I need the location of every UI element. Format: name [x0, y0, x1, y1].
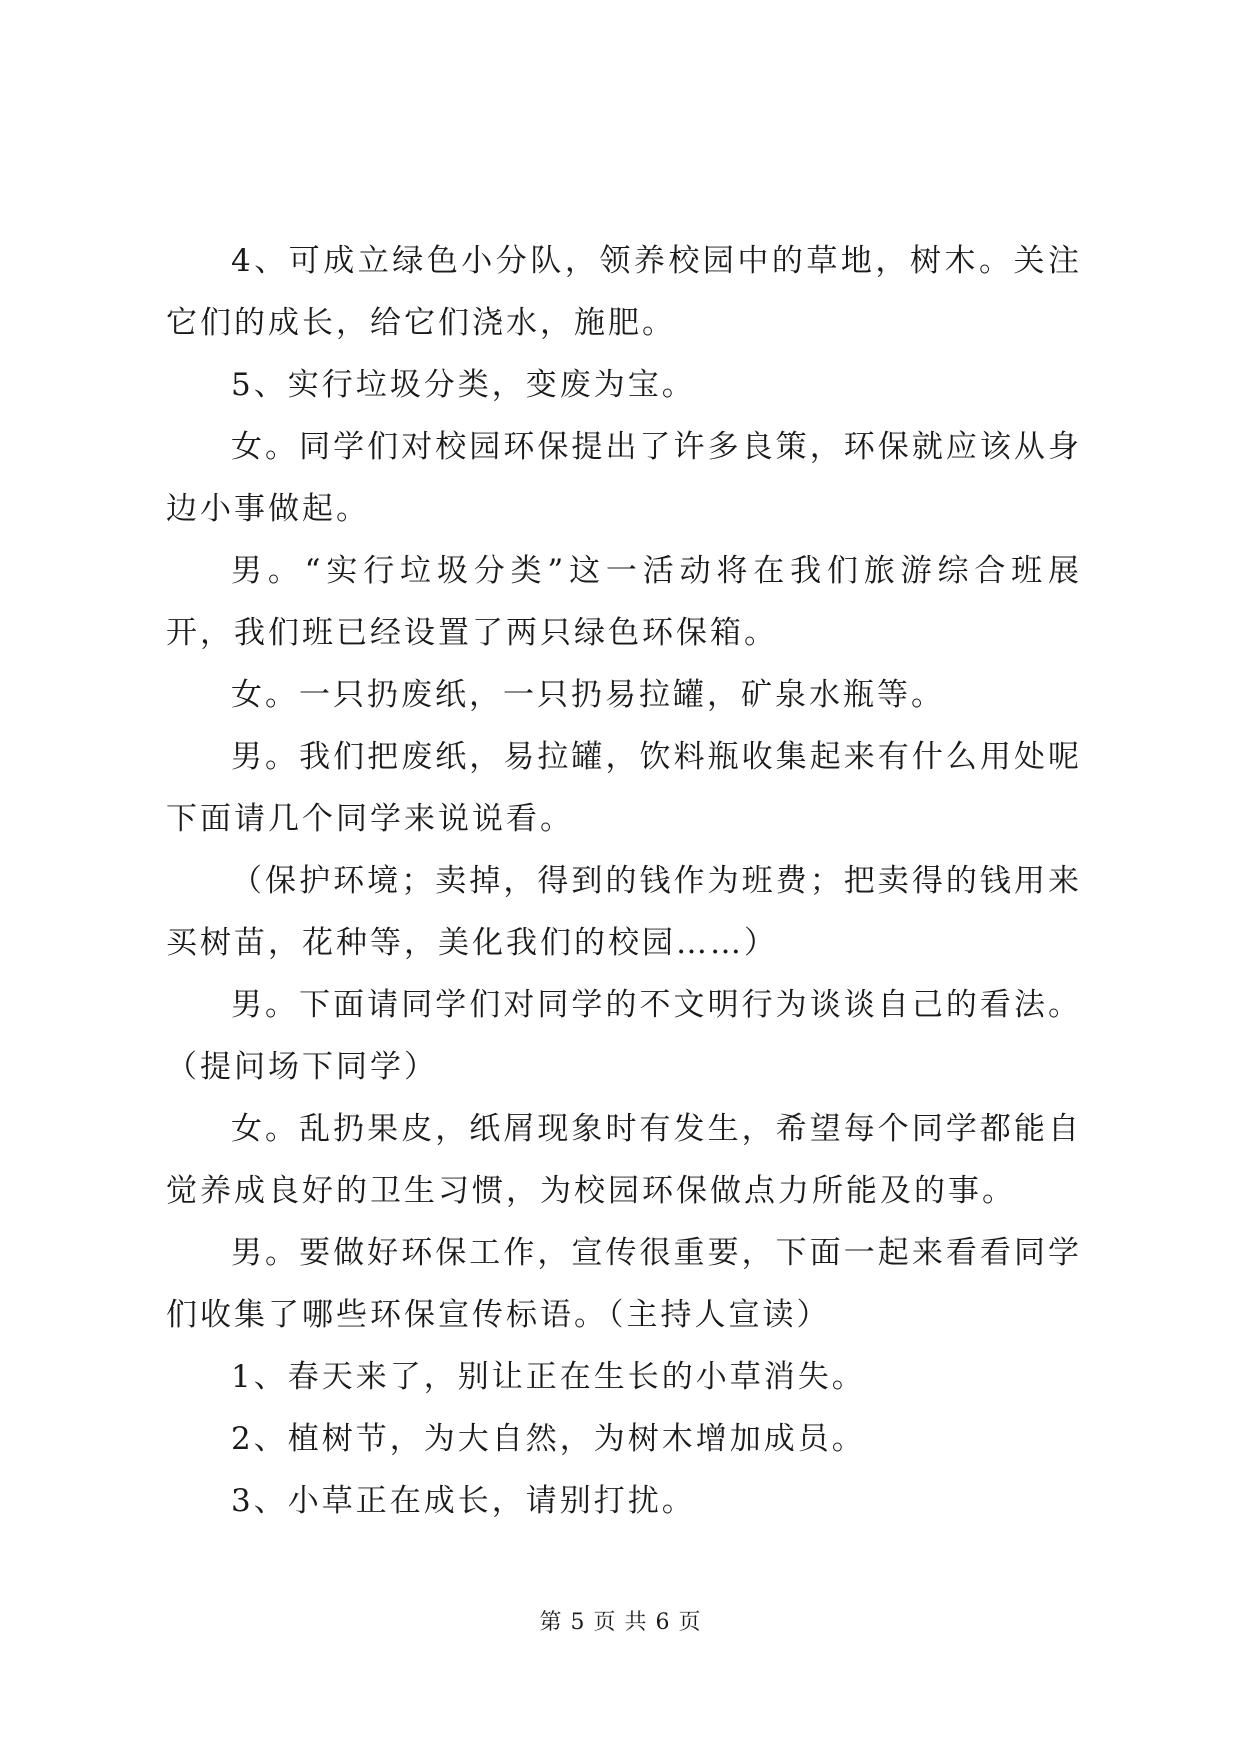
paragraph: 3、小草正在成长，请别打扰。 [231, 1483, 696, 1519]
paragraph: 4、可成立绿色小分队，领养校园中的草地，树木。关注它们的成长，给它们浇水，施肥。 [166, 243, 1082, 341]
paragraph: 女。乱扔果皮，纸屑现象时有发生，希望每个同学都能自觉养成良好的卫生习惯，为校园环保做点力所能及的事。 [166, 1111, 1082, 1209]
paragraph: 5、实行垃圾分类，变废为宝。 [231, 367, 696, 403]
paragraph: 女。一只扔废纸，一只扔易拉罐，矿泉水瓶等。 [231, 677, 945, 713]
paragraph: 男。要做好环保工作，宣传很重要，下面一起来看看同学们收集了哪些环保宣传标语。（主持人宣读） [166, 1235, 1082, 1333]
paragraph: 1、春天来了，别让正在生长的小草消失。 [231, 1359, 866, 1395]
paragraph: 男。下面请同学们对同学的不文明行为谈谈自己的看法。（提问场下同学） [166, 987, 1082, 1085]
paragraph: 男。“实行垃圾分类”这一活动将在我们旅游综合班展开，我们班已经设置了两只绿色环保箱。 [166, 553, 1082, 651]
document-body [166, 230, 1082, 1532]
paragraph: 2、植树节，为大自然，为树木增加成员。 [231, 1421, 866, 1457]
paragraph: （保护环境；卖掉，得到的钱作为班费；把卖得的钱用来买树苗，花种等，美化我们的校园……） [166, 863, 1082, 961]
paragraph: 男。我们把废纸，易拉罐，饮料瓶收集起来有什么用处呢下面请几个同学来说说看。 [166, 739, 1082, 837]
paragraph: 女。同学们对校园环保提出了许多良策，环保就应该从身边小事做起。 [166, 429, 1082, 527]
page-number-footer: 第 5 页 共 6 页 [539, 1610, 702, 1635]
